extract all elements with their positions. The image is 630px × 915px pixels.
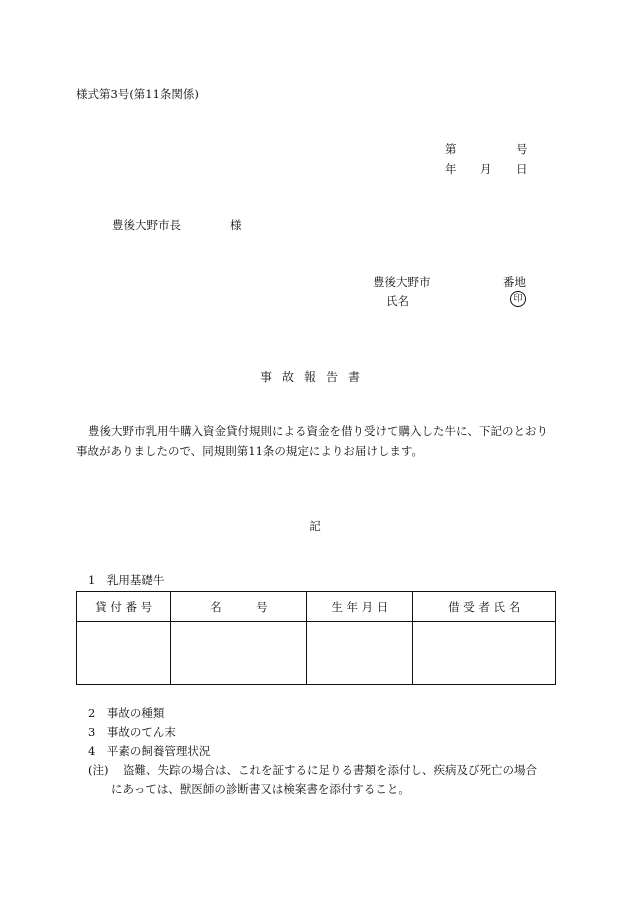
item-3-label: 3 事故のてん末 bbox=[88, 725, 176, 739]
date-day-label: 日 bbox=[516, 162, 528, 176]
ki-heading: 記 bbox=[309, 519, 321, 533]
document-title: 事故報告書 bbox=[259, 370, 370, 384]
note-label: (注) bbox=[88, 763, 109, 777]
item-1-label: 1 乳用基礎牛 bbox=[88, 573, 165, 587]
cell-cattle-name[interactable] bbox=[171, 622, 307, 685]
cell-loan-number[interactable] bbox=[77, 622, 171, 685]
note-line-2: にあっては、獣医師の診断書又は検案書を添付すること。 bbox=[111, 782, 410, 796]
header-cattle-name: 名 号 bbox=[171, 592, 307, 622]
item-4-label: 4 平素の飼養管理状況 bbox=[88, 744, 211, 758]
date-month-label: 月 bbox=[480, 162, 492, 176]
form-number: 様式第3号(第11条関係) bbox=[76, 87, 199, 101]
body-text: 豊後大野市乳用牛購入資金貸付規則による資金を借り受けて購入した牛に、下記のとおり事故がありましたので、同規則第11条の規定によりお届けします。 bbox=[76, 424, 548, 458]
note-line-1: 盗難、失踪の場合は、これを証するに足りる書類を添付し、疾病及び死亡の場合 bbox=[123, 763, 537, 777]
date-year-label: 年 bbox=[445, 162, 457, 176]
addressee-name: 豊後大野市長 bbox=[112, 218, 181, 232]
cell-borrower-name[interactable] bbox=[413, 622, 556, 685]
header-borrower-name: 借 受 者 氏 名 bbox=[413, 592, 556, 622]
applicant-city: 豊後大野市 bbox=[373, 275, 431, 289]
document-number-suffix: 号 bbox=[516, 142, 528, 156]
cattle-table bbox=[76, 591, 556, 685]
header-birth-date: 生 年 月 日 bbox=[307, 592, 413, 622]
seal-icon: 印 bbox=[510, 291, 526, 307]
applicant-name-label: 氏名 bbox=[386, 294, 409, 308]
applicant-banchi: 番地 bbox=[503, 275, 526, 289]
item-2-label: 2 事故の種類 bbox=[88, 706, 165, 720]
addressee-honorific: 様 bbox=[230, 218, 242, 232]
header-loan-number: 貸 付 番 号 bbox=[77, 592, 171, 622]
table-row bbox=[77, 622, 556, 685]
table-header-row bbox=[77, 592, 556, 622]
cell-birth-date[interactable] bbox=[307, 622, 413, 685]
document-number-label: 第 bbox=[445, 142, 457, 156]
